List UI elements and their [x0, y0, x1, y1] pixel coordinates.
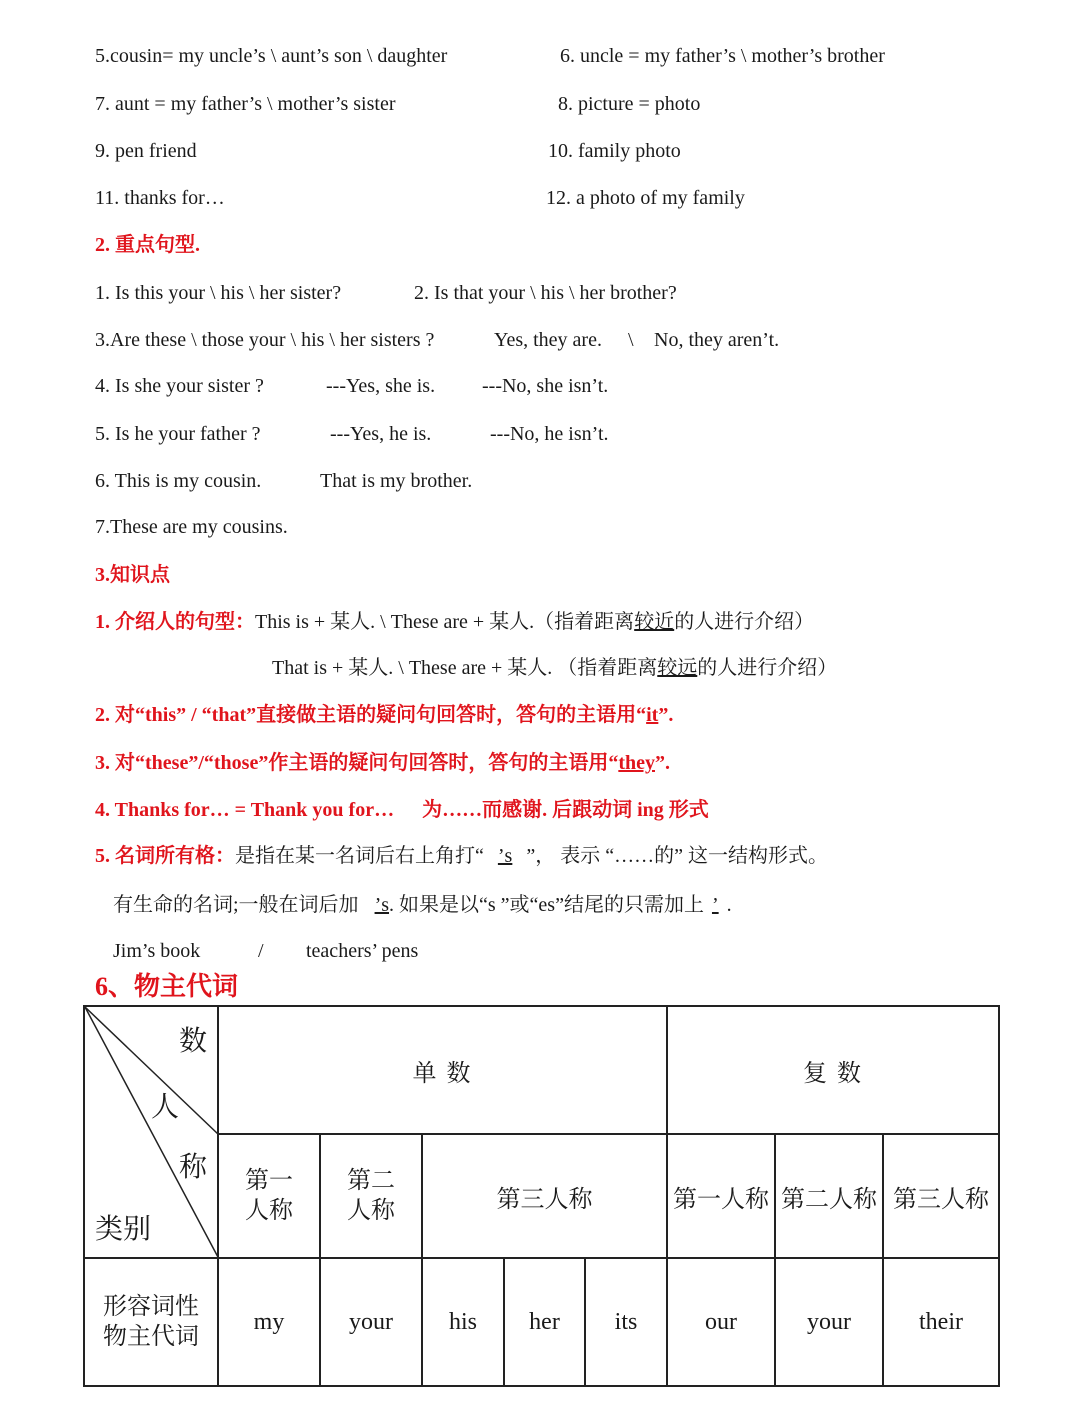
- kp2-end: ”.: [658, 704, 674, 726]
- kp2-underline: it: [646, 704, 659, 726]
- pattern-1: 1. Is this your \ his \ her sister?: [95, 282, 342, 304]
- kp5b-text: 有生命的名词;一般在词后加: [113, 894, 359, 916]
- kp2-text: 2. 对“this” / “that”直接做主语的疑问句回答时，答句的主语用“: [95, 704, 647, 726]
- header-cheng-label: 称: [178, 1152, 207, 1183]
- kp5-end: ”， 表示 “……的” 这一结构形式。: [526, 845, 828, 867]
- pronoun-its: its: [585, 1258, 667, 1386]
- kp4-b: 为……而感谢. 后跟动词 ing 形式: [422, 799, 709, 821]
- vocab-item-10: 10. family photo: [548, 140, 681, 162]
- vocab-item-8: 8. picture = photo: [558, 93, 701, 115]
- pattern-3-sep: \: [628, 329, 634, 351]
- vocab-item-6: 6. uncle = my father’s \ mother’s brother: [560, 45, 885, 67]
- knowledge-point-4: [95, 798, 709, 822]
- kp1b-text: That is + 某人. \ These are + 某人. （指着距离: [272, 657, 658, 679]
- person-3-singular: 第三人称: [422, 1134, 667, 1258]
- pronoun-your: your: [320, 1258, 422, 1386]
- knowledge-point-1: [95, 610, 814, 634]
- pattern-5-no: ---No, he isn’t.: [490, 423, 609, 445]
- kp1-text: This is + 某人. \ These are + 某人.（指着距离: [255, 611, 635, 633]
- pattern-4-no: ---No, she isn’t.: [482, 375, 609, 397]
- kp5-text: 是指在某一名词后右上角打“: [235, 845, 484, 867]
- person-1-singular: 第一人称: [218, 1134, 320, 1258]
- kp1-underline: 较近: [634, 611, 675, 633]
- knowledge-point-5: [95, 844, 828, 868]
- pattern-2: 2. Is that your \ his \ her brother?: [414, 282, 677, 304]
- person-2-plural: 第二人称: [775, 1134, 883, 1258]
- kp5b-end: .: [726, 894, 732, 916]
- kp5-label: 5. 名词所有格：: [95, 845, 235, 867]
- header-num-label: 数: [178, 1026, 207, 1057]
- knowledge-point-2: [95, 703, 673, 727]
- vocab-item-9: 9. pen friend: [95, 140, 197, 162]
- kp3-end: ”.: [655, 752, 670, 774]
- example-2: teachers’ pens: [306, 940, 419, 962]
- pronoun-your-plural: your: [775, 1258, 883, 1386]
- vocab-item-12: 12. a photo of my family: [546, 187, 745, 209]
- pronoun-our: our: [667, 1258, 775, 1386]
- vocab-item-5: 5.cousin= my uncle’s \ aunt’s son \ daughter: [95, 45, 448, 67]
- header-lei-label: 类别: [95, 1214, 152, 1245]
- section-2-title: 2. 重点句型.: [95, 234, 200, 256]
- row-label-adjectival: 形容词性物主代词: [84, 1258, 218, 1386]
- pattern-3: 3.Are these \ those your \ his \ her sisters ?: [95, 329, 435, 351]
- knowledge-point-3: [95, 751, 670, 775]
- kp1b-end: 的人进行介绍）: [697, 657, 838, 679]
- header-plural: 复 数: [667, 1006, 999, 1134]
- table-diagonal-header: [84, 1006, 218, 1258]
- kp5-underline: ’s: [497, 845, 513, 867]
- kp3-underline: they: [618, 752, 655, 774]
- example-1: Jim’s book: [113, 940, 201, 962]
- pattern-4: 4. Is she your sister ?: [95, 375, 264, 397]
- pronoun-my: my: [218, 1258, 320, 1386]
- vocab-item-11: 11. thanks for…: [95, 187, 225, 209]
- vocab-item-7: 7. aunt = my father’s \ mother’s sister: [95, 93, 396, 115]
- knowledge-point-5b: [113, 893, 732, 917]
- kp3-text: 3. 对“these”/“those”作主语的疑问句回答时，答句的主语用“: [95, 752, 619, 774]
- pattern-3-no: No, they aren’t.: [654, 329, 780, 351]
- header-ren-label: 人: [151, 1092, 180, 1123]
- pattern-5-yes: ---Yes, he is.: [330, 423, 432, 445]
- example-separator: /: [258, 940, 264, 962]
- pattern-7: 7.These are my cousins.: [95, 516, 288, 538]
- person-1-plural: 第一人称: [667, 1134, 775, 1258]
- kp1-label: 1. 介绍人的句型：: [95, 611, 255, 633]
- section-3-title: 3.知识点: [95, 564, 170, 586]
- pattern-4-yes: ---Yes, she is.: [326, 375, 436, 397]
- person-3-plural: 第三人称: [883, 1134, 999, 1258]
- pattern-6: 6. This is my cousin.: [95, 470, 262, 492]
- possessive-pronoun-table: [83, 1005, 1000, 1387]
- header-singular: 单 数: [218, 1006, 667, 1134]
- knowledge-point-1b: [272, 656, 837, 680]
- kp5b-mid: . 如果是以“s ”或“es”结尾的只需加上: [389, 894, 704, 916]
- kp1b-underline: 较远: [657, 657, 698, 679]
- kp5b-underline-2: ’: [711, 894, 719, 916]
- kp5b-underline: ’s: [374, 894, 390, 916]
- person-2-singular: 第二人称: [320, 1134, 422, 1258]
- pattern-3-yes: Yes, they are.: [494, 329, 602, 351]
- pronoun-their: their: [883, 1258, 999, 1386]
- kp1-end: 的人进行介绍）: [674, 611, 815, 633]
- pronoun-his: his: [422, 1258, 504, 1386]
- section-6-title: 6、物主代词: [95, 972, 239, 1001]
- kp4-a: 4. Thanks for… = Thank you for…: [95, 799, 395, 821]
- pronoun-her: her: [504, 1258, 585, 1386]
- pattern-5: 5. Is he your father ?: [95, 423, 261, 445]
- pattern-6b: That is my brother.: [320, 470, 473, 492]
